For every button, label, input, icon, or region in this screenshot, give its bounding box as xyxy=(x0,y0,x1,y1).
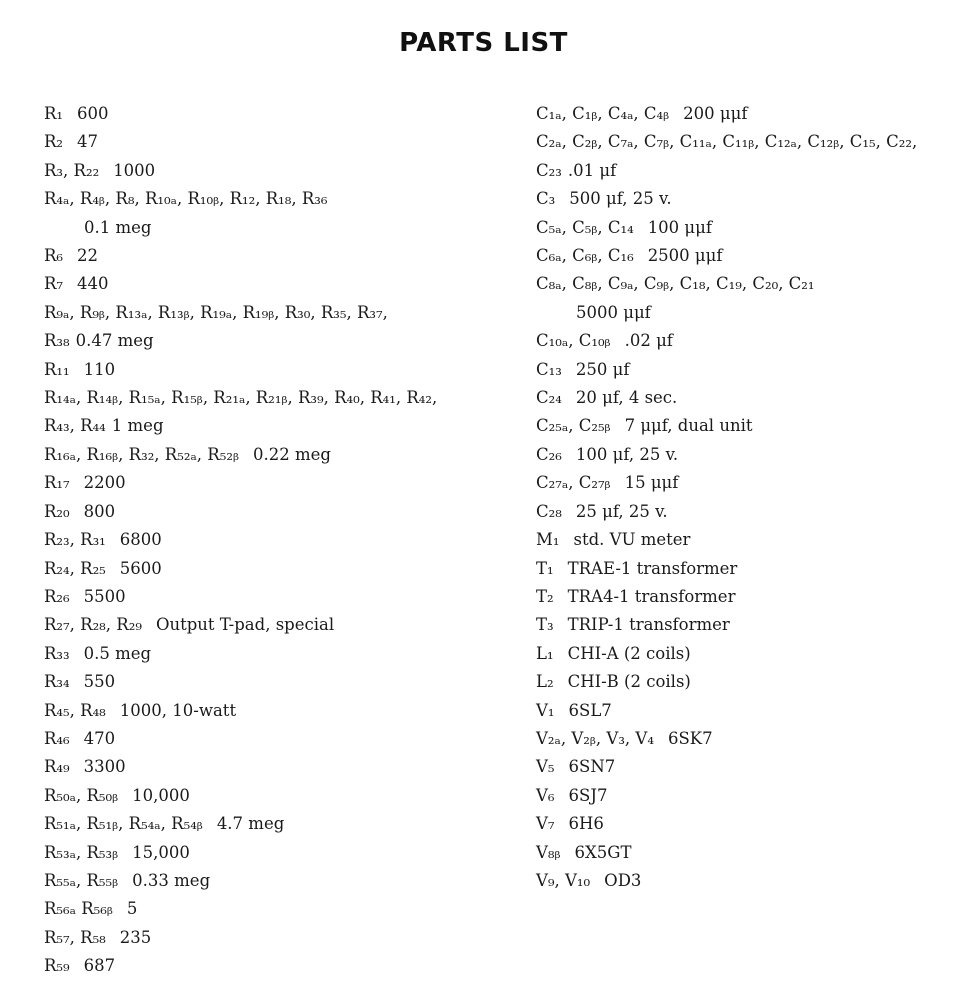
part-refs: C₆ₐ, C₆ᵦ, C₁₆ xyxy=(536,246,634,266)
part-value: .01 μf xyxy=(567,160,617,180)
part-value: 470 xyxy=(83,728,116,748)
list-item xyxy=(536,640,956,668)
list-item xyxy=(44,299,444,356)
part-refs: M₁ xyxy=(536,530,560,550)
part-refs: R₅₃ₐ, R₅₃ᵦ xyxy=(44,842,119,862)
list-item xyxy=(44,384,444,441)
part-value: 20 μf, 4 sec. xyxy=(575,388,678,408)
part-value: TRA4-1 transformer xyxy=(567,586,736,606)
list-item xyxy=(536,128,931,185)
list-item xyxy=(44,185,484,242)
list-item xyxy=(44,810,484,838)
part-refs: V₁ xyxy=(536,700,555,720)
list-item xyxy=(536,327,956,355)
list-item xyxy=(536,185,956,213)
list-item xyxy=(44,583,484,611)
part-refs: R₁₆ₐ, R₁₆ᵦ, R₃₂, R₅₂ₐ, R₅₂ᵦ xyxy=(44,444,239,464)
list-item xyxy=(44,128,484,156)
part-value: 0.1 meg xyxy=(84,217,152,237)
part-refs: R₄ₐ, R₄ᵦ, R₈, R₁₀ₐ, R₁₀ᵦ, R₁₂, R₁₈, R₃₆ xyxy=(44,189,328,209)
list-item xyxy=(44,356,484,384)
part-refs: R₅₀ₐ, R₅₀ᵦ xyxy=(44,785,119,805)
part-value: 15,000 xyxy=(132,842,190,862)
part-value: std. VU meter xyxy=(573,530,691,550)
list-item xyxy=(536,753,956,781)
part-refs: C₂₈ xyxy=(536,501,562,521)
part-refs: R₅₇, R₅₈ xyxy=(44,927,106,947)
list-item xyxy=(536,810,956,838)
part-refs: C₈ₐ, C₈ᵦ, C₉ₐ, C₉ᵦ, C₁₈, C₁₉, C₂₀, C₂₁ xyxy=(536,274,815,294)
page-title: PARTS LIST xyxy=(399,28,568,58)
part-refs: R₂₆ xyxy=(44,586,70,606)
list-item xyxy=(536,583,956,611)
list-item xyxy=(536,782,956,810)
list-item xyxy=(44,839,484,867)
list-item xyxy=(44,469,484,497)
list-item xyxy=(44,895,484,923)
part-value: 6800 xyxy=(119,530,162,550)
list-item xyxy=(536,498,956,526)
part-refs: C₁₃ xyxy=(536,359,562,379)
part-value: 440 xyxy=(77,274,109,294)
list-item xyxy=(44,498,484,526)
list-item xyxy=(536,725,956,753)
part-refs: C₂₇ₐ, C₂₇ᵦ xyxy=(536,473,611,493)
list-item xyxy=(536,668,956,696)
part-value: OD3 xyxy=(604,870,642,890)
part-value: 200 μμf xyxy=(683,104,748,123)
list-item xyxy=(44,668,484,696)
part-value: 6SJ7 xyxy=(568,785,608,805)
part-value: 235 xyxy=(119,927,152,947)
list-item xyxy=(536,697,956,725)
part-value: 0.22 meg xyxy=(252,444,331,464)
part-value: 10,000 xyxy=(132,785,190,805)
part-value: 15 μμf xyxy=(624,473,679,493)
part-value: .02 μf xyxy=(624,331,673,351)
list-item xyxy=(44,753,484,781)
part-value: 6SL7 xyxy=(568,700,612,720)
part-value: 3300 xyxy=(83,757,126,777)
part-refs: R₉ₐ, R₉ᵦ, R₁₃ₐ, R₁₃ᵦ, R₁₉ₐ, R₁₉ᵦ, R₃₀, R₃₅, R₃₇, R₃₈ xyxy=(44,302,388,351)
part-value: CHI-B (2 coils) xyxy=(567,672,691,692)
part-refs: C₂ₐ, C₂ᵦ, C₇ₐ, C₇ᵦ, C₁₁ₐ, C₁₁ᵦ, C₁₂ₐ, C₁₂ᵦ, C₁₅, C₂₂, C₂₃ xyxy=(536,132,918,180)
part-refs: L₂ xyxy=(536,672,554,692)
part-refs: R₃₄ xyxy=(44,672,70,692)
part-value: 800 xyxy=(83,501,116,521)
list-item xyxy=(44,100,484,128)
part-value: 25 μf, 25 v. xyxy=(575,501,668,521)
part-value: 500 μf, 25 v. xyxy=(569,189,672,209)
part-refs: R₅₉ xyxy=(44,956,70,976)
part-refs: R₁ xyxy=(44,104,64,123)
part-refs: V₈ᵦ xyxy=(536,842,561,862)
part-refs: R₅₅ₐ, R₅₅ᵦ xyxy=(44,870,119,890)
part-refs: R₂₃, R₃₁ xyxy=(44,530,106,550)
part-refs: R₇ xyxy=(44,274,64,294)
list-item xyxy=(536,839,956,867)
part-refs: T₂ xyxy=(536,586,554,606)
part-refs: R₂₄, R₂₅ xyxy=(44,558,106,578)
list-item xyxy=(44,555,484,583)
part-value: 1 meg xyxy=(111,416,164,436)
part-refs: R₃, R₂₂ xyxy=(44,160,100,180)
list-item xyxy=(44,611,484,639)
part-refs: C₁ₐ, C₁ᵦ, C₄ₐ, C₄ᵦ xyxy=(536,104,670,123)
part-refs: L₁ xyxy=(536,643,554,663)
part-value: 0.47 meg xyxy=(75,331,154,351)
part-value: 5000 μμf xyxy=(576,302,651,322)
part-refs: R₄₅, R₄₈ xyxy=(44,700,106,720)
list-item xyxy=(536,555,956,583)
list-item xyxy=(536,867,956,895)
list-item xyxy=(44,640,484,668)
part-refs: R₁₁ xyxy=(44,359,70,379)
part-refs: V₇ xyxy=(536,814,555,834)
part-value: 0.5 meg xyxy=(83,643,152,663)
resistor-list xyxy=(44,100,484,981)
part-refs: R₄₉ xyxy=(44,757,70,777)
list-item xyxy=(536,384,956,412)
list-item xyxy=(536,100,956,128)
part-value: 5600 xyxy=(119,558,162,578)
list-item xyxy=(536,526,956,554)
list-item xyxy=(536,611,956,639)
part-refs: C₂₄ xyxy=(536,388,562,408)
list-item xyxy=(44,867,484,895)
part-value: 2200 xyxy=(83,473,126,493)
part-value: CHI-A (2 coils) xyxy=(567,643,691,663)
part-refs: C₃ xyxy=(536,189,556,209)
list-item xyxy=(44,270,484,298)
list-item xyxy=(44,725,484,753)
list-item xyxy=(536,214,956,242)
part-value: TRIP-1 transformer xyxy=(567,615,730,635)
part-value: 6SN7 xyxy=(568,757,616,777)
part-value: 2500 μμf xyxy=(647,246,723,266)
part-refs: R₅₆ₐ R₅₆ᵦ xyxy=(44,899,113,919)
part-refs: C₅ₐ, C₅ᵦ, C₁₄ xyxy=(536,217,634,237)
part-refs: C₁₀ₐ, C₁₀ᵦ xyxy=(536,331,611,351)
capacitor-tube-list xyxy=(536,100,956,895)
part-value: Output T-pad, special xyxy=(155,615,335,635)
list-item xyxy=(44,952,484,980)
part-value: 110 xyxy=(83,359,116,379)
list-item xyxy=(44,157,484,185)
list-item xyxy=(536,356,956,384)
part-value: 5500 xyxy=(83,586,126,606)
part-value: 7 μμf, dual unit xyxy=(624,416,753,436)
list-item xyxy=(536,469,956,497)
part-value: 550 xyxy=(83,672,116,692)
part-value: 47 xyxy=(77,132,99,152)
part-value: 1000, 10-watt xyxy=(119,700,237,720)
part-refs: R₂₇, R₂₈, R₂₉ xyxy=(44,615,142,635)
part-refs: T₁ xyxy=(536,558,554,578)
list-item xyxy=(536,441,956,469)
list-item xyxy=(44,924,484,952)
part-refs: R₆ xyxy=(44,246,64,266)
part-refs: V₆ xyxy=(536,785,555,805)
part-value: 6X5GT xyxy=(574,842,632,862)
list-item xyxy=(44,441,484,469)
part-refs: R₂ xyxy=(44,132,64,152)
part-refs: V₅ xyxy=(536,757,555,777)
part-value: 22 xyxy=(77,246,99,266)
list-item xyxy=(536,242,956,270)
part-refs: R₁₄ₐ, R₁₄ᵦ, R₁₅ₐ, R₁₅ᵦ, R₂₁ₐ, R₂₁ᵦ, R₃₉, R₄₀, R₄₁, R₄₂, R₄₃, R₄₄ xyxy=(44,388,438,436)
part-value: 100 μf, 25 v. xyxy=(575,444,679,464)
part-refs: R₄₆ xyxy=(44,728,70,748)
list-item xyxy=(44,782,484,810)
part-value: 0.33 meg xyxy=(132,870,211,890)
part-refs: R₅₁ₐ, R₅₁ᵦ, R₅₄ₐ, R₅₄ᵦ xyxy=(44,814,203,834)
part-value: 250 μf xyxy=(575,359,630,379)
part-value: 4.7 meg xyxy=(216,814,285,834)
list-item xyxy=(44,697,484,725)
list-item xyxy=(536,412,956,440)
part-refs: V₂ₐ, V₂ᵦ, V₃, V₄ xyxy=(536,728,654,748)
list-item xyxy=(536,270,956,327)
part-refs: T₃ xyxy=(536,615,554,635)
part-refs: R₂₀ xyxy=(44,501,70,521)
part-value: 100 μμf xyxy=(647,217,712,237)
part-value: 6SK7 xyxy=(667,728,713,748)
list-item xyxy=(44,526,484,554)
part-value: 687 xyxy=(83,956,116,976)
part-refs: R₁₇ xyxy=(44,473,70,493)
part-refs: C₂₆ xyxy=(536,444,562,464)
part-refs: V₉, V₁₀ xyxy=(536,870,591,890)
part-refs: C₂₅ₐ, C₂₅ᵦ xyxy=(536,416,611,436)
list-item xyxy=(44,242,484,270)
part-value: 5 xyxy=(126,899,138,919)
part-value: 6H6 xyxy=(568,814,604,834)
part-value: 1000 xyxy=(113,160,156,180)
part-refs: R₃₃ xyxy=(44,643,70,663)
part-value: TRAE-1 transformer xyxy=(567,558,738,578)
part-value: 600 xyxy=(77,104,109,123)
